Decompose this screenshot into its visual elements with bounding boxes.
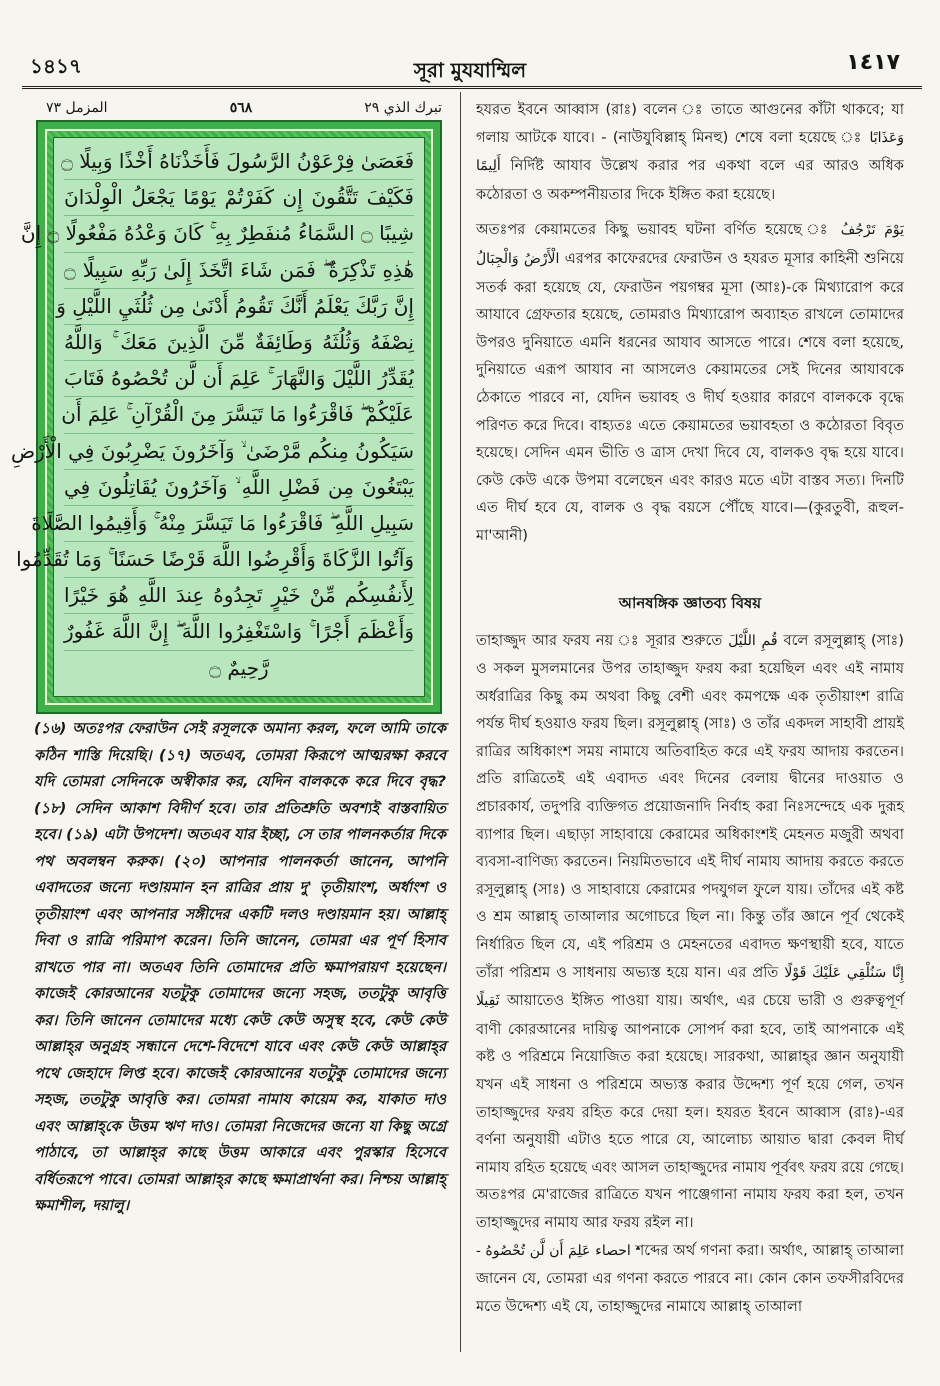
ornamental-border — [10, 129, 433, 705]
juz-ref: تبرك الذي ٢٩ — [364, 100, 442, 116]
arabic-quote: قُمِ اللَّيْلَ — [728, 632, 778, 649]
quran-line: فَعَصَىٰ فِرْعَوْنُ الرَّسُولَ فَأَخَذْنَاهُ أَخْذًا وَبِيلًا ۝ — [64, 144, 414, 180]
right-page-number: ١٤١٧ — [846, 50, 900, 75]
quran-line: شِيبًا ۝ السَّمَاءُ مُنفَطِرٌ بِهِ ۚ كَانَ وَعْدُهُ مَفْعُولًا ۝ إِنَّ — [64, 216, 414, 252]
column-divider — [460, 92, 461, 1352]
commentary-text: এরপর কাফেরদের ফেরাউন ও হযরত মূসার কাহিনী শুনিয়ে সতর্ক করা হয়েছে যে, ফেরাউন পয়গম্বর মূসা (আঃ)-কে মিথ্যারোপ করে আযাবে গ্রেফতার হয়েছে, তোমরাও মিথ্যারোপ অব্যাহত রাখলে তোমাদের উপরও দুনিয়াতে এমনি ধরনের আযাব আসতে পারে। শেষে বলা হয়েছে, দুনিয়াতে এরূপ আযাব না আসলেও কেয়ামতের সেই দিনের আযাবকে ঠেকাতে পারবে না, যেদিন ভয়াবহ ও দীর্ঘ হওয়ার কারণে বালককে বৃদ্ধে পরিণত করে দিবে। বাহ্যতঃ এতে কেয়ামতের ভয়াবহতা ও কঠোরতা বিবৃত হয়েছে। সেদিন এমন ভীতি ও ত্রাস দেখা দিবে যে, বালকও বৃদ্ধ হয়ে যাবে। কেউ কেউ একে উপমা বলেছেন এবং কারও মতে এটা বাস্তব সত্য। দিনটি এত দীর্ঘ হবে যে, বালক ও বৃদ্ধ বয়সে পৌঁছে যাবে।—(কুরতুবী, রূহুল-মা'আনী) — [476, 249, 904, 544]
surah-title: সূরা মুযযাম্মিল — [413, 58, 527, 82]
mushaf-page-number: ٥٦٨ — [229, 100, 253, 116]
commentary-text: নির্দিষ্ট আযাব উল্লেখ করার পর একথা বলে এর আরও অধিক কঠোরতা ও অকম্পনীয়তার দিকে ইঙ্গিত করা হয়েছে। — [476, 157, 904, 203]
surah-ref: المزمل ٧٣ — [46, 100, 108, 116]
page-header — [0, 0, 940, 90]
arabic-quote: وَعَذَابًا أَلِيمًا — [476, 129, 905, 175]
quran-line: يَبْتَغُونَ مِن فَضْلِ اللَّهِ ۙ وَآخَرُونَ يُقَاتِلُونَ فِي — [64, 470, 414, 506]
quran-text-frame — [10, 120, 442, 714]
commentary-text: বলে রসূলুল্লাহ্ (সাঃ) ও সকল মুসলমানের উপর তাহাজ্জুদ ফরয করা হয়েছিল এবং এই নামায অর্ধরাত্রির কিছু কম অথবা কিছু বেশী এবং কমপক্ষে এক তৃতীয়াংশ রাত্রি পর্যন্ত দীর্ঘ হওয়াও ফরয ছিল। রসূলুল্লাহ্ (সাঃ) ও তাঁর একদল সাহাবী প্রায়ই রাত্রির অধিকাংশ সময় নামাযে অতিবাহিত করে এই ফরয আদায় করতেন। প্রতি রাত্রিতেই এই এবাদত এবং দিনের বেলায় দ্বীনের দাওয়াত ও প্রচারকার্য, তদুপরি ব্যক্তিগত প্রয়োজনাদি নির্বাহ করা নিঃসন্দেহে এক দুরূহ ব্যাপার ছিল। এছাড়া সাহাবায়ে কেরামের অধিকাংশই মেহনত মজুরী অথবা ব্যবসা-বাণিজ্য করতেন। নিয়মিতভাবে এই দীর্ঘ নামায আদায় করতে করতে রসূলুল্লাহ্ (সাঃ) ও সাহাবায়ে কেরামের পদযুগল ফুলে যায়। তাঁদের এই কষ্ট ও শ্রম আল্লাহ্ তাআলার অগোচরে ছিল না। কিন্তু তাঁর জ্ঞানে পূর্ব থেকেই নির্ধারিত ছিল যে, এই পরিশ্রম ও মেহনতের এবাদত ক্ষণস্থায়ী হবে, যাতে তাঁরা পরিশ্রম ও সাধনায় অভ্যস্ত হয়ে যান। এর প্রতি — [476, 631, 904, 981]
arabic-quote: عَلِمَ أَن لَّن تُحْصُوهُ - — [476, 1242, 591, 1259]
commentary-paragraph — [476, 216, 904, 549]
arabic-quote: يَوْمَ تَرْجُفُ الْأَرْضُ وَالْجِبَالُ — [476, 222, 905, 267]
arabic-quote: إِنَّا سَنُلْقِي عَلَيْكَ قَوْلًا ثَقِيلًا — [476, 964, 904, 1010]
arabic-term: احصاء — [595, 1242, 631, 1259]
quran-line: إِنَّ رَبَّكَ يَعْلَمُ أَنَّكَ تَقُومُ أَدْنَىٰ مِن ثُلُثَيِ اللَّيْلِ وَ — [64, 289, 414, 325]
quran-line: وَآتُوا الزَّكَاةَ وَأَقْرِضُوا اللَّهَ قَرْضًا حَسَنًا ۚ وَمَا تُقَدِّمُوا — [64, 542, 414, 578]
left-page-number: ১৪১৭ — [30, 54, 82, 78]
commentary-paragraph — [476, 1237, 904, 1321]
commentary-column — [476, 96, 904, 1320]
quran-line: هَٰذِهِ تَذْكِرَةٌ ۖ فَمَن شَاءَ اتَّخَذَ إِلَىٰ رَبِّهِ سَبِيلًا ۝ — [64, 253, 414, 289]
section-heading: আনষঙ্গিক জ্ঞাতব্য বিষয় — [618, 593, 762, 612]
commentary-text: হযরত ইবনে আব্বাস (রাঃ) বলেন ঃ তাতে আগুনের কাঁটা থাকবে; যা গলায় আটকে যাবে। - (নাউযুবিল্লাহ্ মিনহু) শেষে বলা হয়েছে ঃ — [476, 101, 904, 146]
commentary-text: শব্দের অর্থ গণনা করা। অর্থাৎ, আল্লাহ্ তাআলা জানেন যে, তোমরা এর গণনা করতে পারবে না। কোন কোন তফসীরবিদের মতে উদ্দেশ্য এই যে, তাহাজ্জুদের নামাযে আল্লাহ্ তাআলা — [476, 1241, 905, 1315]
bengali-translation: (১৬) অতঃপর ফেরাউন সেই রসূলকে অমান্য করল, ফলে আমি তাকে কঠিন শাস্তি দিয়েছি। (১৭) অতএব, তোমরা কিরূপে আত্মরক্ষা করবে যদি তোমরা সেদিনকে অস্বীকার কর, যেদিন বালককে করে দিবে বৃদ্ধ? (১৮) সেদিন আকাশ বিদীর্ণ হবে। তার প্রতিশ্রুতি অবশ্যই বাস্তবায়িত হবে। (১৯) এটা উপদেশ। অতএব যার ইচ্ছা, সে তার পালনকর্তার দিকে পথ অবলম্বন করুক। (২০) আপনার পালনকর্তা জানেন, আপনি এবাদতের জন্যে দণ্ডায়মান হন রাত্রির প্রায় দু' তৃতীয়াংশ, অর্ধাংশ ও তৃতীয়াংশ এবং আপনার সঙ্গীদের একটি দলও দণ্ডায়মান হয়। আল্লাহ্ দিবা ও রাত্রি পরিমাপ করেন। তিনি জানেন, তোমরা এর পূর্ণ হিসাব রাখতে পার না। অতএব তিনি তোমাদের প্রতি ক্ষমাপরায়ণ হয়েছেন। কাজেই কোরআনের যতটুকু তোমাদের জন্যে সহজ, ততটুকু আবৃত্তি কর। তিনি জানেন তোমাদের মধ্যে কেউ কেউ অসুস্থ হবে, কেউ কেউ আল্লাহ্‌র অনুগ্রহ সন্ধানে দেশে-বিদেশে যাবে এবং কেউ কেউ আল্লাহ্‌র পথে জেহাদে লিপ্ত হবে। কাজেই কোরআনের যতটুকু তোমাদের জন্যে সহজ, ততটুকু আবৃত্তি কর। তোমরা নামায কায়েম কর, যাকাত দাও এবং আল্লাহ্‌কে উত্তম ঋণ দাও। তোমরা নিজেদের জন্যে যা কিছু অগ্রে পাঠাবে, তা আল্লাহ্‌র কাছে উত্তম আকারে এবং পুরস্কার হিসেবে বর্ধিতরূপে পাবে। তোমরা আল্লাহ্‌র কাছে ক্ষমাপ্রার্থনা কর। নিশ্চয় আল্লাহ্ ক্ষমাশীল, দয়ালু। — [34, 720, 446, 1214]
quran-line: سَيَكُونُ مِنكُم مَّرْضَىٰ ۙ وَآخَرُونَ يَضْرِبُونَ فِي الْأَرْضِ — [64, 434, 414, 470]
quran-line: فَكَيْفَ تَتَّقُونَ إِن كَفَرْتُمْ يَوْمًا يَجْعَلُ الْوِلْدَانَ — [64, 180, 414, 216]
commentary-text: আয়াতেও ইঙ্গিত পাওয়া যায়। অর্থাৎ, এর চেয়ে ভারী ও গুরুত্বপূর্ণ বাণী কোরআনের দায়িত্ব আপনাকে সোপর্দ করা হবে, তাই আপনাকে এই কষ্ট ও পরিশ্রমে নিয়োজিত করা হয়েছে। সারকথা, আল্লাহ্‌র জ্ঞান অনুযায়ী যখন এই সাধনা ও পরিশ্রমে অভ্যস্ত করার উদ্দেশ্য পূর্ণ হয়ে গেল, তখন তাহাজ্জুদের ফরয রহিত করে দেয়া হল। হযরত ইবনে আব্বাস (রাঃ)-এর বর্ণনা অনুযায়ী এটাও হতে পারে যে, আলোচ্য আয়াত দ্বারা কেবল দীর্ঘ নামায রহিত হয়েছে এবং আসল তাহাজ্জুদের নামায পূর্ববৎ ফরয রয়ে গেছে। অতঃপর মে'রাজের রাত্রিতে যখন পাঞ্জেগানা নামায ফরয করা হল, তখন তাহাজ্জুদের নামায আর ফরয রইল না। — [476, 992, 905, 1231]
quran-line: وَأَعْظَمَ أَجْرًا ۚ وَاسْتَغْفِرُوا اللَّهَ ۖ إِنَّ اللَّهَ غَفُورٌ — [64, 614, 414, 650]
quran-line: سَبِيلِ اللَّهِ ۖ فَاقْرَءُوا مَا تَيَسَّرَ مِنْهُ ۚ وَأَقِيمُوا الصَّلَاةَ — [64, 506, 414, 542]
commentary-paragraph — [476, 627, 904, 1237]
commentary-paragraph — [476, 96, 904, 208]
commentary-text: অতঃপর কেয়ামতের কিছু ভয়াবহ ঘটনা বর্ণিত হয়েছে ঃ — [476, 221, 832, 239]
quran-line: عَلَيْكُمْ ۖ فَاقْرَءُوا مَا تَيَسَّرَ مِنَ الْقُرْآنِ ۚ عَلِمَ أَن — [64, 397, 414, 433]
arabic-page-header — [36, 96, 446, 122]
quran-line: يُقَدِّرُ اللَّيْلَ وَالنَّهَارَ ۚ عَلِمَ أَن لَّن تُحْصُوهُ فَتَابَ — [64, 361, 414, 397]
commentary-text: তাহাজ্জুদ আর ফরয নয় ঃ সূরার শুরুতে — [476, 631, 723, 649]
quran-line: رَّحِيمٌ ۝ — [209, 655, 269, 680]
quran-line: نِصْفَهُ وَثُلُثَهُ وَطَائِفَةٌ مِّنَ الَّذِينَ مَعَكَ ۚ وَاللَّهُ — [64, 325, 414, 361]
header-rule — [22, 86, 922, 89]
quran-line: لِأَنفُسِكُم مِّنْ خَيْرٍ تَجِدُوهُ عِندَ اللَّهِ هُوَ خَيْرًا — [64, 578, 414, 614]
quran-text-block — [10, 137, 425, 697]
